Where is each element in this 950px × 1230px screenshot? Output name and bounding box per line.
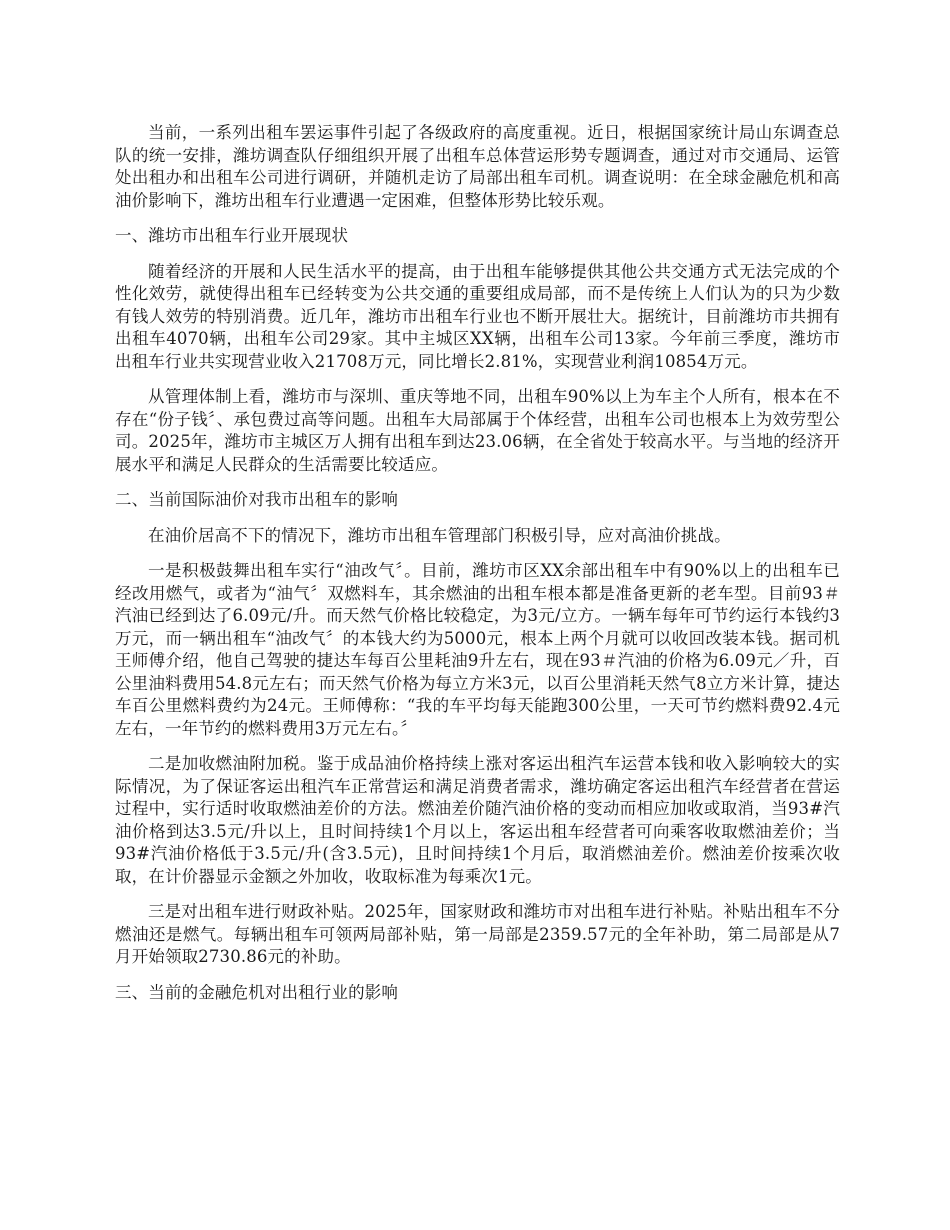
paragraph-development-status: 随着经济的开展和人民生活水平的提高，由于出租车能够提供其他公共交通方式无法完成的个性化效劳，就使得出租车已经转变为公共交通的重要组成局部，而不是传统上人们认为的只为少数有钱人效劳的特别消费。近几年，潍坊市出租车行业也不断开展壮大。据统计，目前潍坊市共拥有出租车4070辆，出租车公司29家。其中主城区XX辆，出租车公司13家。今年前三季度，潍坊市出租车行业共实现营业收入21708万元，同比增长2.81%，实现营业利润10854万元。	[115, 261, 840, 371]
intro-paragraph: 当前，一系列出租车罢运事件引起了各级政府的高度重视。近日，根据国家统计局山东调查总队的统一安排，潍坊调查队仔细组织开展了出租车总体营运形势专题调查，通过对市交通局、运管处出租办和出租车公司进行调研，并随机走访了局部出租车司机。调查说明：在全球金融危机和高油价影响下，潍坊出租车行业遭遇一定困难，但整体形势比较乐观。	[115, 123, 840, 210]
document-page	[115, 122, 840, 1017]
paragraph-subsidy: 三是对出租车进行财政补贴。2025年，国家财政和潍坊市对出租车进行补贴。补贴出租车不分燃油还是燃气。每辆出租车可领两局部补贴，第一局部是2359.57元的全年补助，第二局部是从7月开始领取2730.86元的补助。	[115, 902, 840, 966]
paragraph-oil-to-gas: 一是积极鼓舞出租车实行“油改气〞。目前，潍坊市区XX余部出租车中有90%以上的出租车已经改用燃气，或者为“油气〞双燃料车，其余燃油的出租车根本都是准备更新的老车型。目前93＃汽油已经到达了6.09元/升。而天然气价格比较稳定，为3元/立方。一辆车每年可节约运行本钱约3万元，而一辆出租车“油改气〞的本钱大约为5000元，根本上两个月就可以收回改装本钱。据司机王师傅介绍，他自己驾驶的捷达车每百公里耗油9升左右，现在93＃汽油的价格为6.09元／升，百公里油料费用54.8元左右；而天然气价格为每立方米3元，以百公里消耗天然气8立方米计算，捷达车百公里燃料费约为24元。王师傅称：“我的车平均每天能跑300公里，一天可节约燃料费92.4元左右，一年节约的燃料费用3万元左右。〞	[115, 561, 840, 738]
section-heading-2: 二、当前国际油价对我市出租车的影响	[115, 490, 399, 509]
paragraph-management-system: 从管理体制上看，潍坊市与深圳、重庆等地不同，出租车90%以上为车主个人所有，根本在不存在“份子钱〞、承包费过高等问题。出租车大局部属于个体经营，出租车公司也根本上为效劳型公司。2025年，潍坊市主城区万人拥有出租车到达23.06辆，在全省处于较高水平。与当地的经济开展水平和满足人民群众的生活需要比较适应。	[115, 387, 840, 474]
paragraph-fuel-surcharge: 二是加收燃油附加税。鉴于成品油价格持续上涨对客运出租汽车运营本钱和收入影响较大的实际情况，为了保证客运出租汽车正常营运和满足消费者需求，潍坊确定客运出租汽车经营者在营运过程中，实行适时收取燃油差价的方法。燃油差价随汽油价格的变动而相应加收或取消，当93#汽油价格到达3.5元/升以上，且时间持续1个月以上，客运出租车经营者可向乘客收取燃油差价；当93#汽油价格低于3.5元/升(含3.5元)，且时间持续1个月后，取消燃油差价。燃油差价按乘次收取，在计价器显示金额之外加收，收取标准为每乘次1元。	[115, 754, 840, 886]
paragraph-oil-price-intro: 在油价居高不下的情况下，潍坊市出租车管理部门积极引导，应对高油价挑战。	[148, 525, 731, 545]
section-heading-3: 三、当前的金融危机对出租行业的影响	[115, 982, 399, 1002]
section-heading-1: 一、潍坊市出租车行业开展现状	[115, 226, 349, 245]
